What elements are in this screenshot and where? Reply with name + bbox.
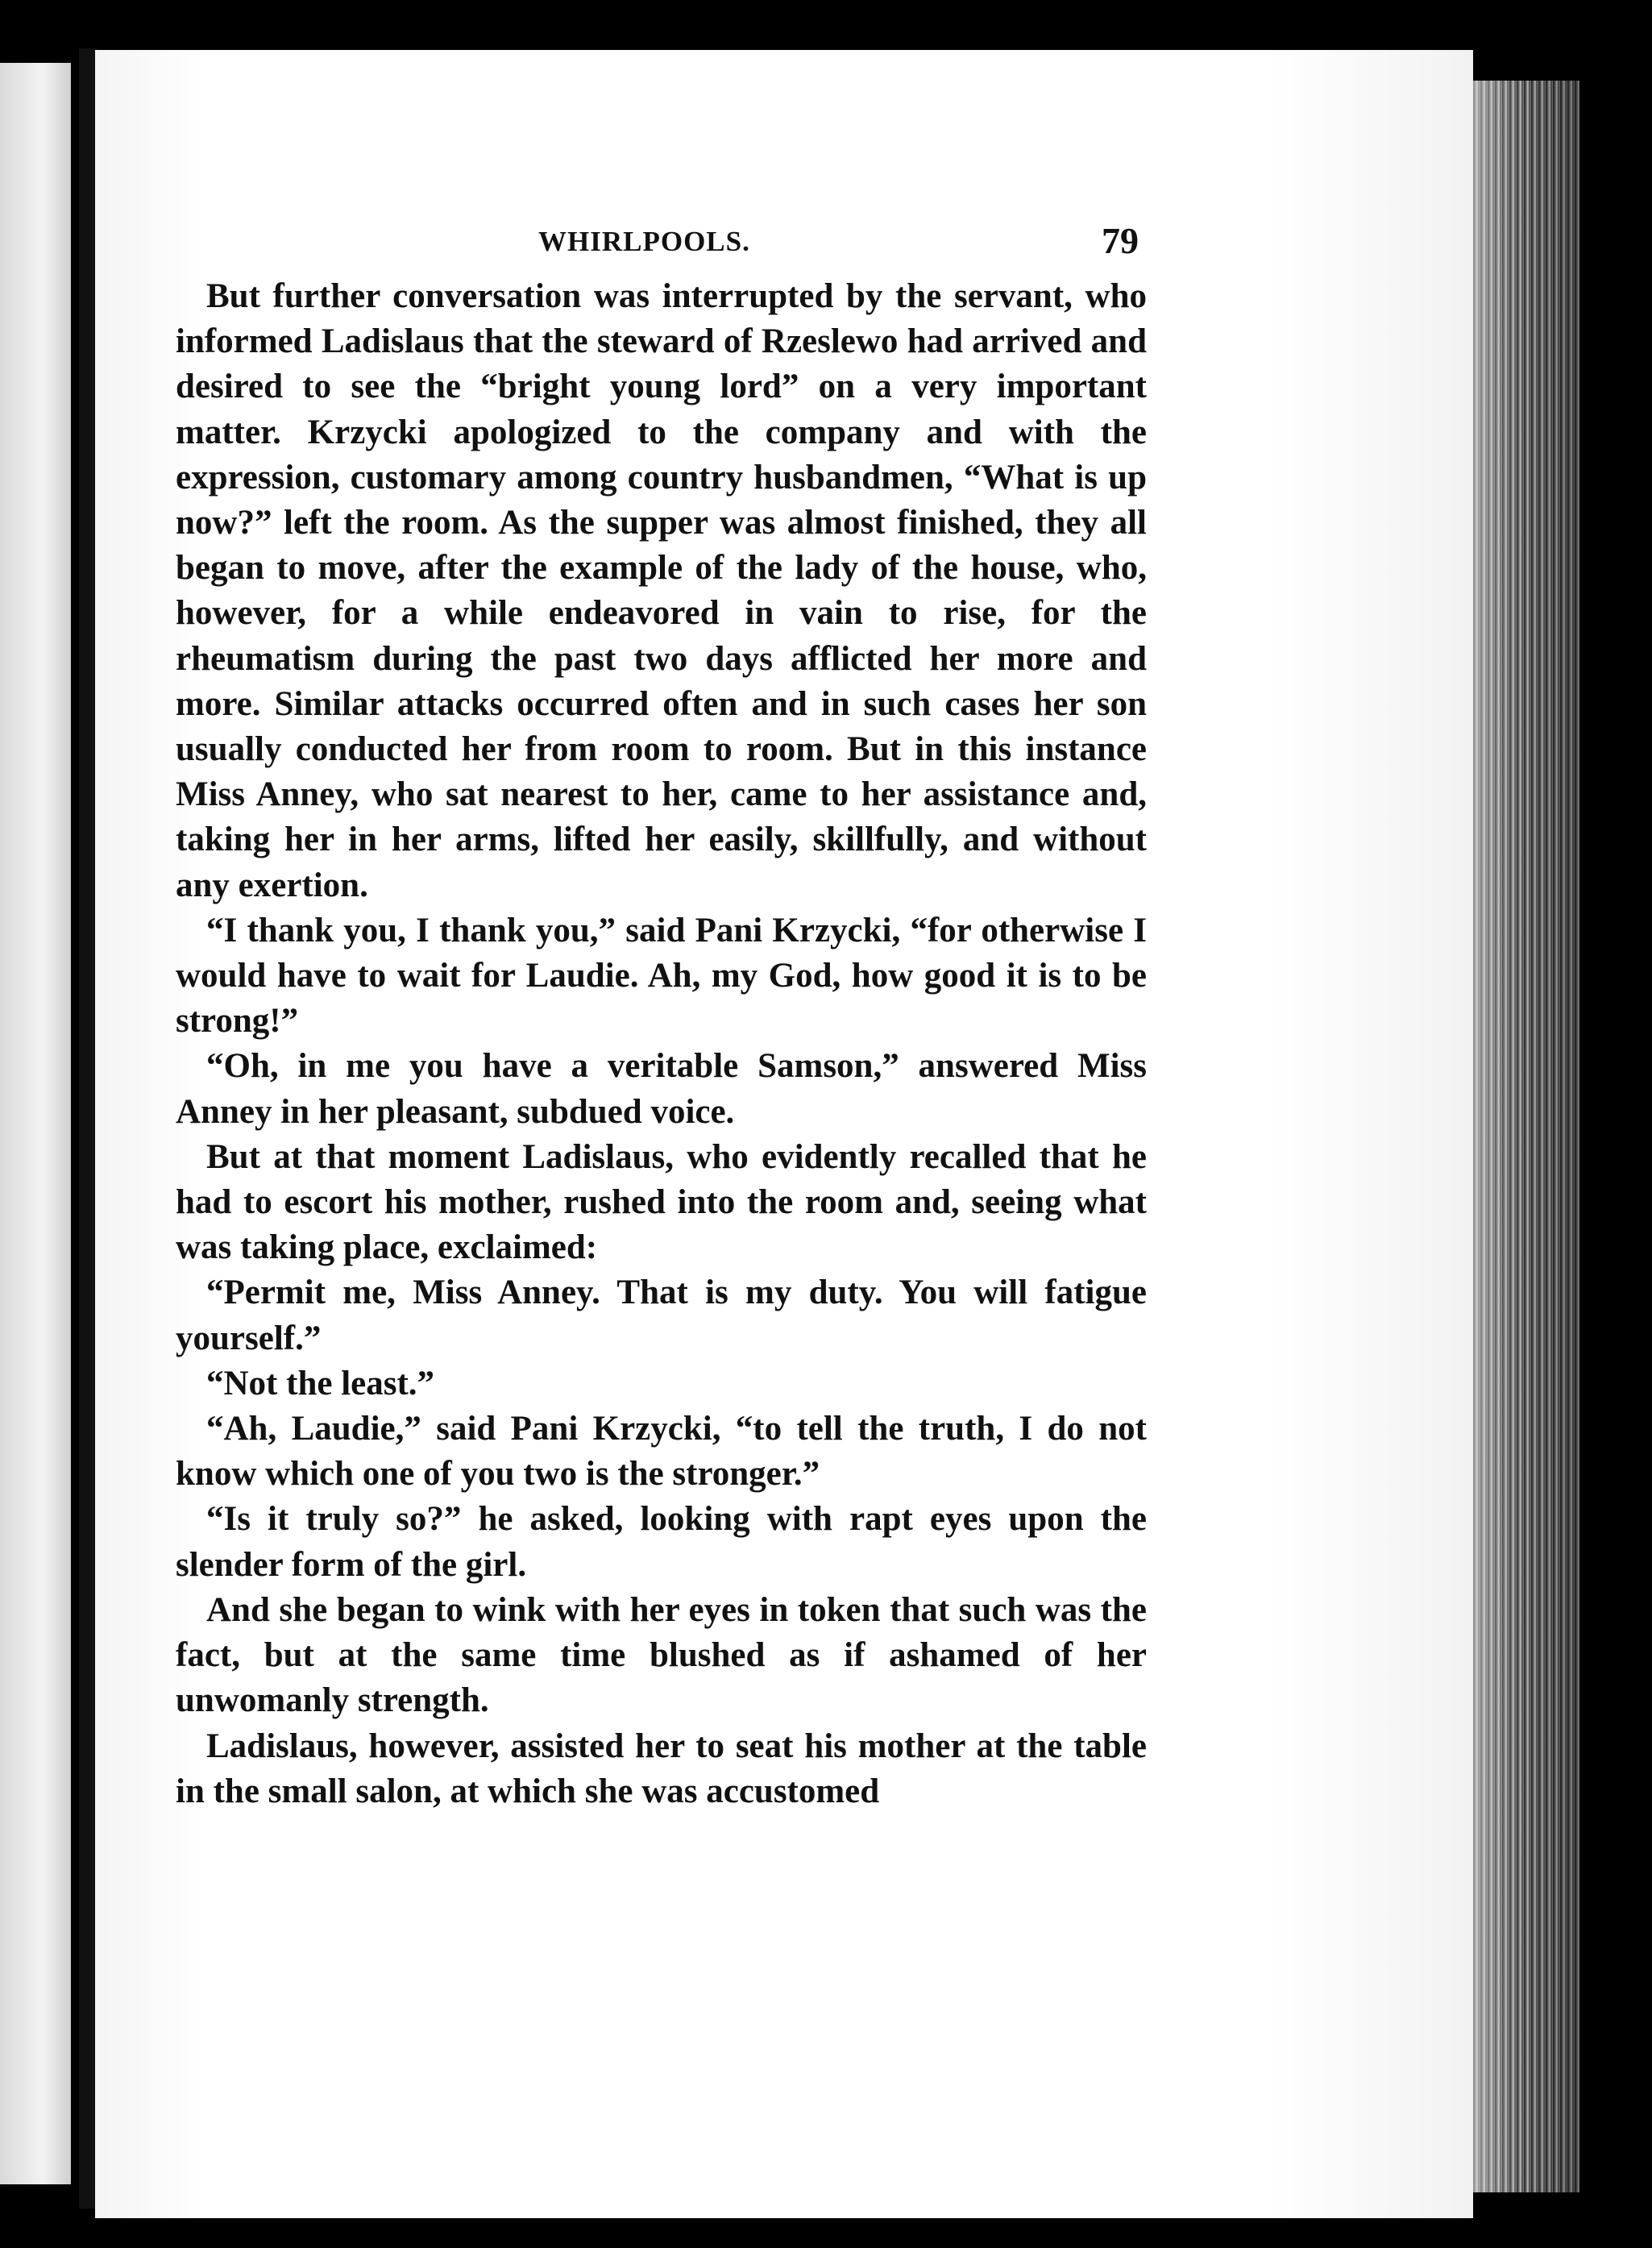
page-stack-edges [1473, 81, 1579, 2192]
paragraph: Ladislaus, however, assisted her to seat his mother at the table in the small salon, at which she was accustomed [176, 1727, 1147, 1810]
page-number: 79 [1102, 220, 1139, 261]
paragraph: But further conversation was interrupted by the servant, who informed Ladislaus that the steward of Rzeslewo had arrived and desired to see the “bright young lord” on a very important matter. Krzycki apologized to the company and with the expression, customary among country husbandmen, “What is up now?” left the room. As the supper was almost finished, they all began to move, after the example of the lady of the house, who, however, for a while endeavored in vain to rise, for the rheumatism during the past two days afflicted her more and more. Similar attacks occurred often and in such cases her son usually conducted her from room to room. But in this instance Miss Anney, who sat nearest to her, came to her assistance and, taking her in her arms, lifted her easily, skillfully, and without any exertion. [176, 277, 1147, 904]
paragraph: “Ah, Laudie,” said Pani Krzycki, “to tell the truth, I do not know which one of you two is the stronger.” [176, 1410, 1147, 1494]
paragraph: “Oh, in me you have a veritable Samson,” answered Miss Anney in her pleasant, subdued voice. [176, 1047, 1147, 1131]
page-content [176, 218, 1147, 1814]
body-text [176, 274, 1147, 1814]
paragraph: And she began to wink with her eyes in token that such was the fact, but at the same time blushed as if ashamed of her unwomanly strength. [176, 1590, 1147, 1720]
previous-page-edge [0, 63, 71, 2184]
book-gutter [79, 48, 97, 2209]
paragraph: But at that moment Ladislaus, who evidently recalled that he had to escort his mother, rushed into the room and, seeing what was taking place, exclaimed: [176, 1137, 1147, 1267]
running-head: WHIRLPOOLS. [538, 226, 750, 257]
paragraph: “Not the least.” [206, 1364, 435, 1402]
paragraph: “Permit me, Miss Anney. That is my duty. You will fatigue yourself.” [176, 1274, 1147, 1357]
paragraph: “Is it truly so?” he asked, looking with rapt eyes upon the slender form of the girl. [176, 1500, 1147, 1584]
page-header [176, 218, 1147, 274]
paragraph: “I thank you, I thank you,” said Pani Krzycki, “for otherwise I would have to wait for Laudie. Ah, my God, how good it is to be strong!” [176, 911, 1147, 1041]
